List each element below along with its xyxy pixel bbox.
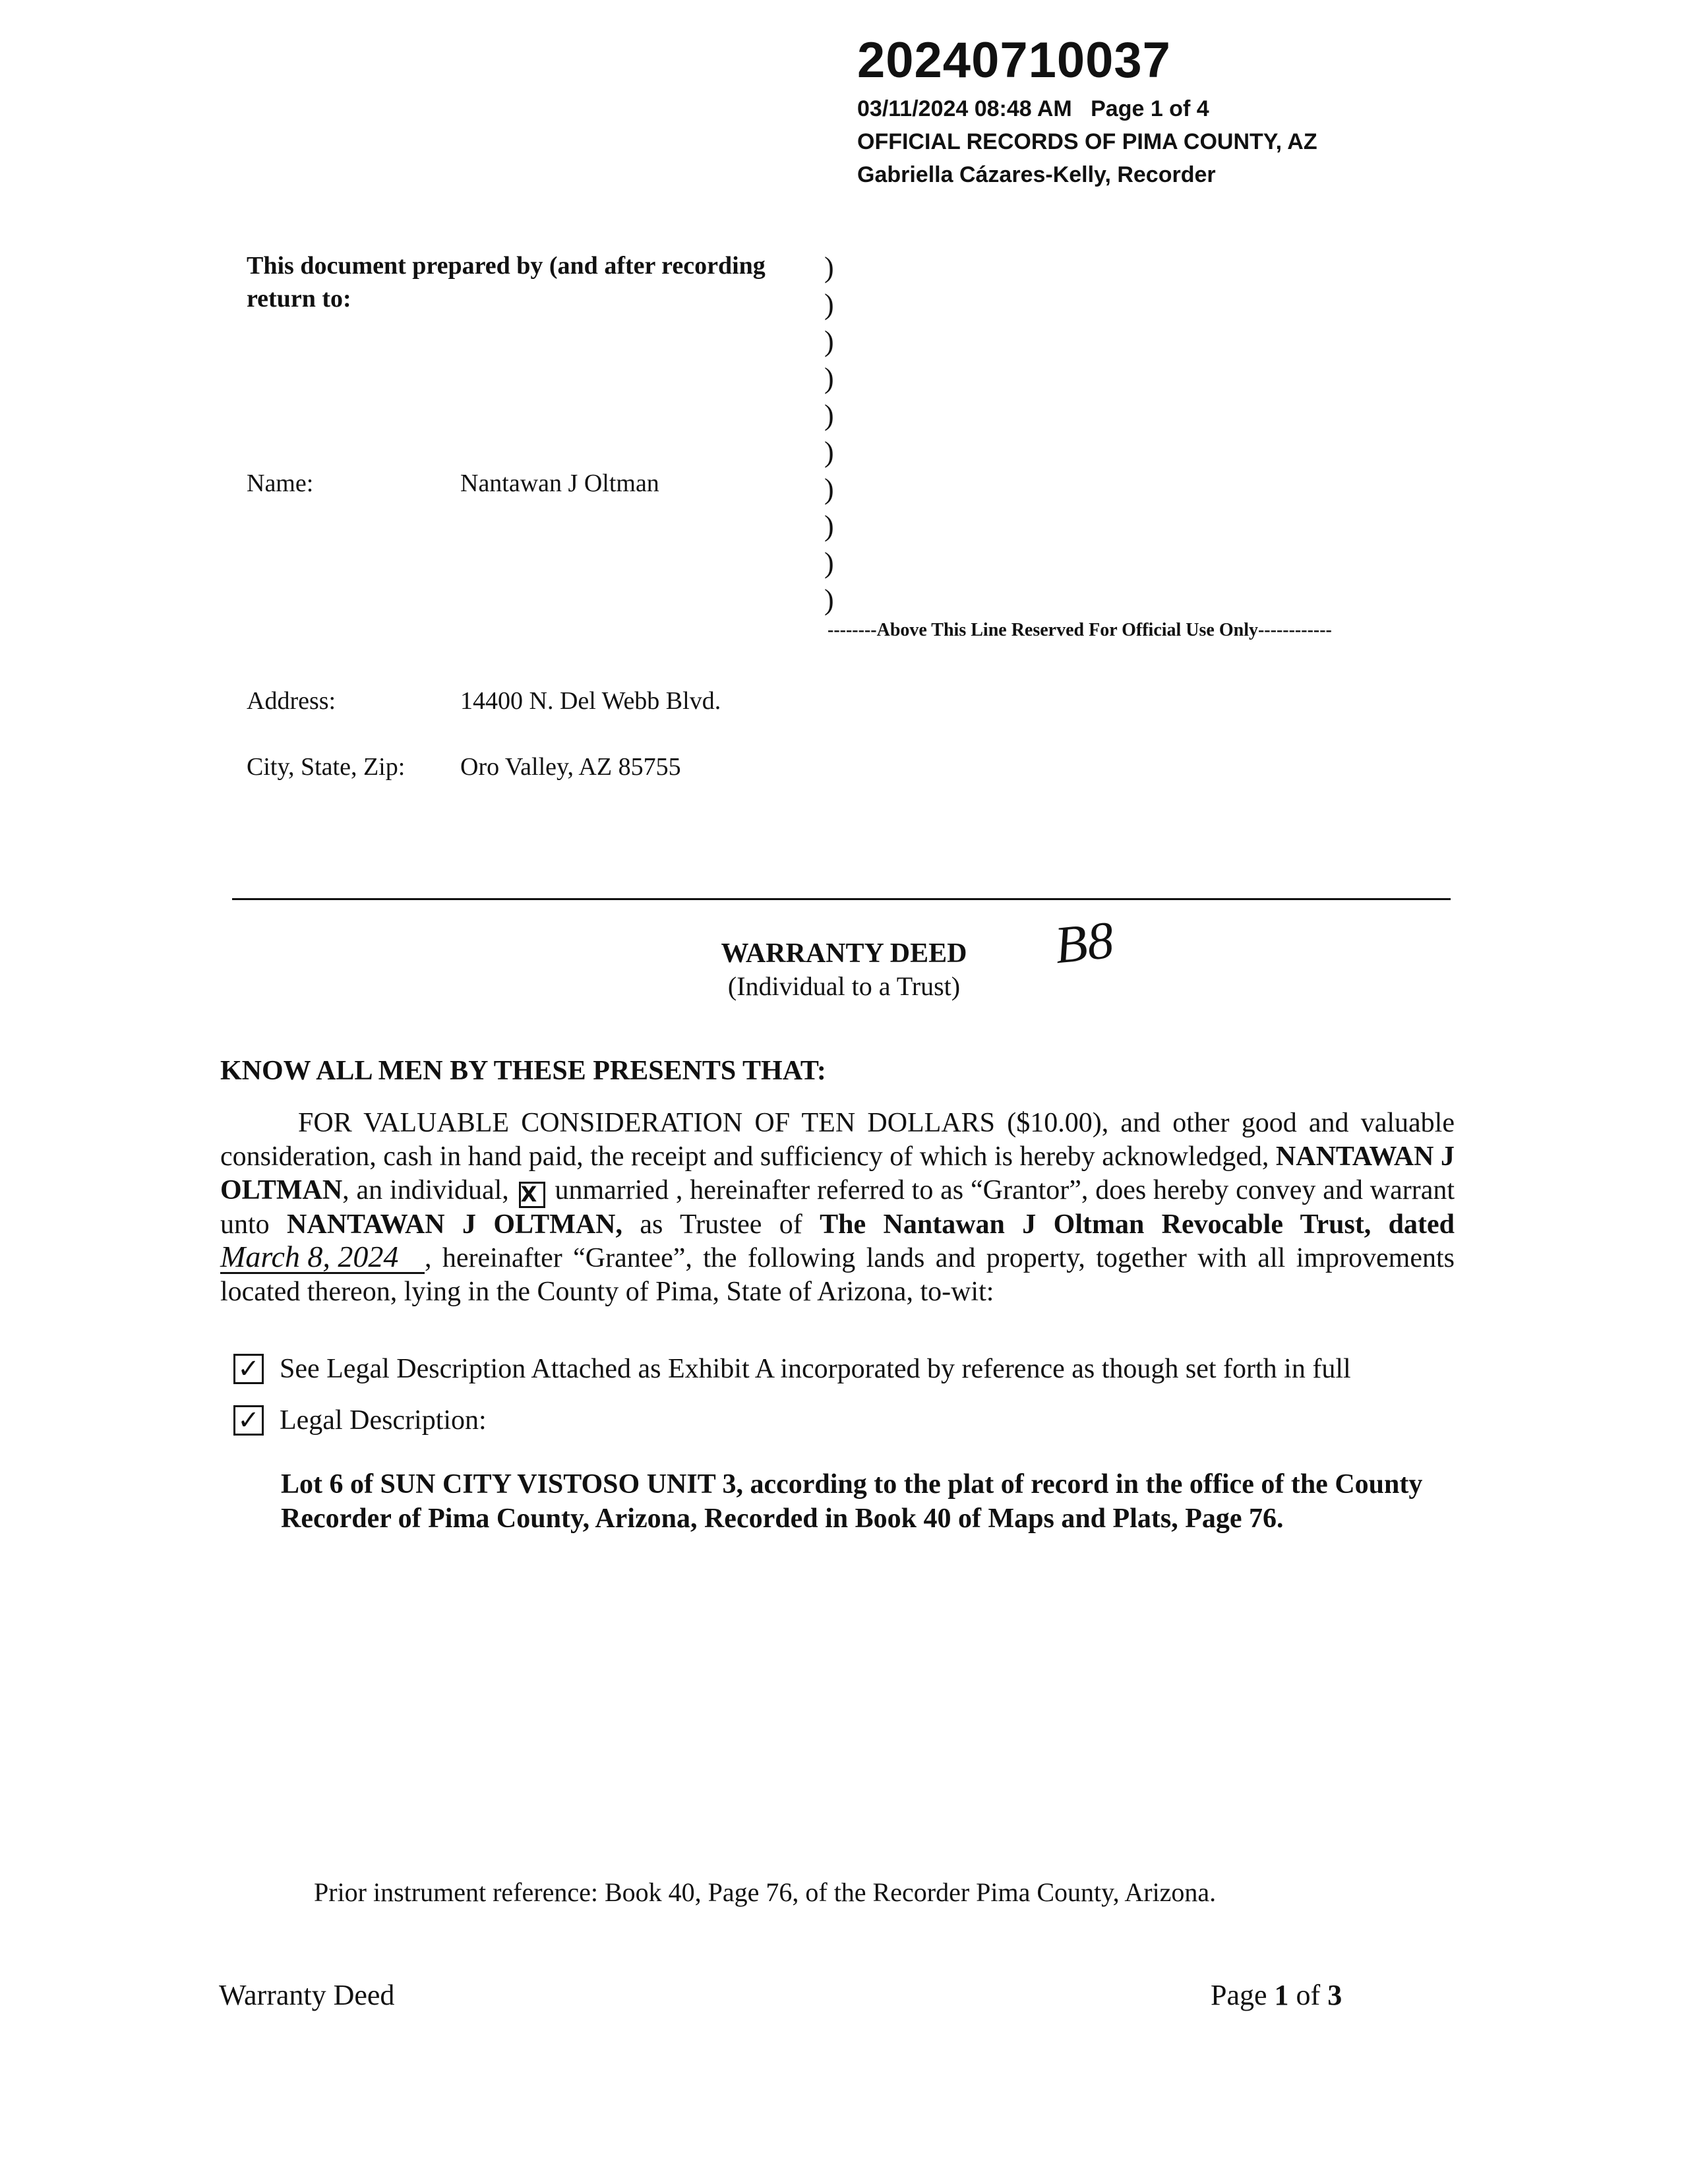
paren: ) [824,436,834,468]
address-label: Address: [247,687,336,715]
footer-page-total: 3 [1327,1979,1342,2011]
grantor-name: NANTAWAN J OLTMAN [220,1141,1455,1205]
intro-heading: KNOW ALL MEN BY THESE PRESENTS THAT: [220,1056,826,1086]
legal-description-label: Legal Description: [280,1405,487,1436]
trust-name: The Nantawan J Oltman Revocable Trust, dated [820,1209,1455,1240]
grantor-text: unmarried , hereinafter referred to as “Grantor”, does hereby convey and warrant unto [220,1175,1455,1240]
name-label: Name: [247,470,314,497]
prepared-by-heading-line2: return to: [247,285,351,313]
city-value: Oro Valley, AZ 85755 [460,753,681,781]
footer-doc-name: Warranty Deed [219,1979,395,2011]
deed-title: WARRANTY DEED [721,938,967,969]
deed-subtitle: (Individual to a Trust) [727,971,961,1001]
section-divider [232,898,1451,900]
grantee-text: , hereinafter “Grantee”, the following lands and property, together with all improvements located thereon, lying in the County of Pima, State of Arizona, to-wit: [220,1243,1455,1307]
trustee-text: as Trustee of [640,1209,802,1240]
recorder-name: Gabriella Cázares-Kelly, Recorder [857,162,1216,187]
handwritten-mark: B8 [1052,911,1117,975]
paren: ) [824,399,834,431]
paren-column [824,249,834,619]
exhibit-a-label: See Legal Description Attached as Exhibit A incorporated by reference as though set forth in full [280,1354,1351,1384]
paren: ) [824,510,834,542]
paren: ) [824,325,834,357]
paren: ) [824,584,834,616]
prepared-by-heading [247,249,766,315]
recording-office: OFFICIAL RECORDS OF PIMA COUNTY, AZ [857,129,1317,154]
exhibit-a-option [233,1353,1351,1385]
recording-date-line [857,96,1209,122]
trust-date: March 8, 2024 [220,1242,425,1274]
footer-page-number [1211,1978,1342,2012]
individual-text: , an individual, [342,1175,509,1205]
marital-status-checkbox: X [519,1182,545,1208]
recording-page-info: Page 1 of 4 [1091,96,1209,121]
grantee-name: NANTAWAN J OLTMAN, [287,1209,622,1240]
official-use-line: --------Above This Line Reserved For Official Use Only------------ [828,620,1332,640]
paren: ) [824,362,834,394]
paren: ) [824,288,834,320]
legal-description-option [233,1405,487,1436]
consideration-text: FOR VALUABLE CONSIDERATION OF TEN DOLLARS ($10.00), and other good and valuable consideration, cash in hand paid, the receipt and sufficiency of which is hereby acknowledged, [220,1108,1455,1172]
address-value: 14400 N. Del Webb Blvd. [460,687,721,715]
recording-number: 20240710037 [857,32,1171,88]
name-value: Nantawan J Oltman [460,470,659,497]
paren: ) [824,251,834,284]
legal-description-text: Lot 6 of SUN CITY VISTOSO UNIT 3, according to the plat of record in the office of the County Recorder of Pima County, Arizona, Recorded in Book 40 of Maps and Plats, Page 76. [281,1469,1423,1534]
footer-page-prefix: Page [1211,1979,1275,2011]
conveyance-paragraph [220,1107,1455,1309]
recording-datetime: 03/11/2024 08:48 AM [857,96,1072,121]
footer-page-current: 1 [1274,1979,1289,2011]
footer-page-mid: of [1288,1979,1328,2011]
paren: ) [824,473,834,505]
paren: ) [824,547,834,579]
checkbox-checked-icon: ✓ [233,1354,264,1384]
checkbox-checked-icon: ✓ [233,1405,264,1436]
prepared-by-heading-line1: This document prepared by (and after recording [247,252,766,280]
city-label: City, State, Zip: [247,753,406,781]
prior-instrument-reference: Prior instrument reference: Book 40, Page 76, of the Recorder Pima County, Arizona. [314,1877,1217,1907]
